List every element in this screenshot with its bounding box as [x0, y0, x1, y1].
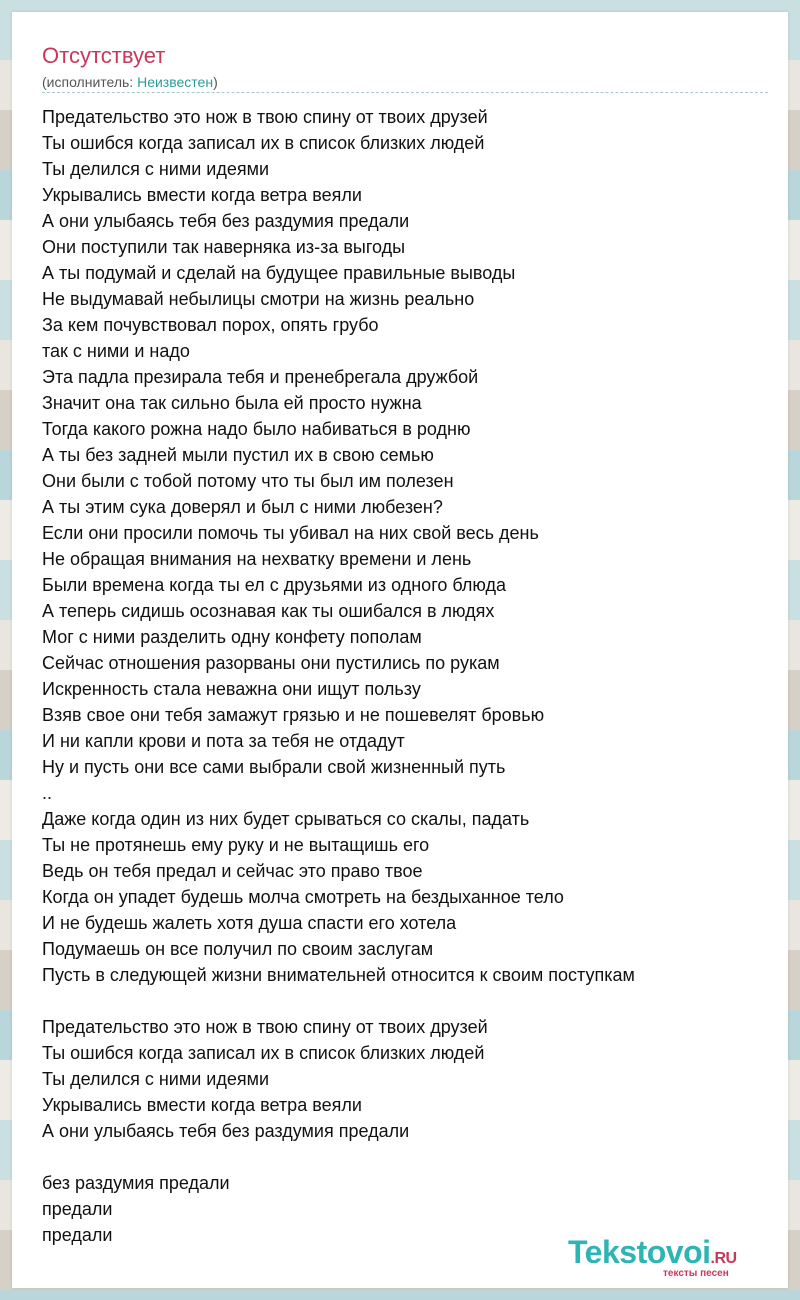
lyric-line: Сейчас отношения разорваны они пустились по рукам	[42, 653, 500, 673]
lyric-line: А ты этим сука доверял и был с ними любезен?	[42, 497, 443, 517]
lyric-line: Предательство это нож в твою спину от твоих друзей	[42, 107, 488, 127]
lyric-line: Укрывались вмести когда ветра веяли	[42, 185, 362, 205]
lyric-line: так с ними и надо	[42, 341, 190, 361]
lyric-line: И ни капли крови и пота за тебя не отдадут	[42, 731, 405, 751]
lyric-line: Предательство это нож в твою спину от твоих друзей	[42, 1017, 488, 1037]
lyrics-text	[42, 104, 772, 1248]
lyric-line	[42, 1144, 772, 1170]
lyric-line: Они поступили так наверняка из-за выгоды	[42, 237, 406, 257]
lyric-line: Когда он упадет будешь молча смотреть на бездыханное тело	[42, 887, 564, 907]
artist-line	[42, 73, 218, 91]
lyric-line: Они были с тобой потому что ты был им полезен	[42, 471, 454, 491]
lyric-line: Ну и пусть они все сами выбрали свой жизненный путь	[42, 757, 506, 777]
lyric-line: Ты ошибся когда записал их в список близких людей	[42, 133, 485, 153]
lyric-line: предали	[42, 1199, 113, 1219]
lyric-line: Не выдумавай небылицы смотри на жизнь реально	[42, 289, 475, 309]
logo-tagline: тексты песен	[663, 1268, 729, 1279]
lyric-line: Пусть в следующей жизни внимательней относится к своим поступкам	[42, 965, 635, 985]
lyric-line: За кем почувствовал порох, опять грубо	[42, 315, 379, 335]
lyric-line: А ты подумай и сделай на будущее правильные выводы	[42, 263, 516, 283]
lyric-line: Значит она так сильно была ей просто нужна	[42, 393, 422, 413]
lyric-line: ..	[42, 783, 53, 803]
song-title: Отсутствует	[42, 43, 166, 68]
lyric-line: А теперь сидишь осознавая как ты ошибался в людях	[42, 601, 495, 621]
lyric-line: Укрывались вмести когда ветра веяли	[42, 1095, 362, 1115]
lyric-line: Искренность стала неважна они ищут пользу	[42, 679, 421, 699]
lyric-line: А они улыбаясь тебя без раздумия предали	[42, 211, 410, 231]
lyric-line: Даже когда один из них будет срываться со скалы, падать	[42, 809, 530, 829]
lyric-line: И не будешь жалеть хотя душа спасти его хотела	[42, 913, 457, 933]
lyric-line: Ты ошибся когда записал их в список близких людей	[42, 1043, 485, 1063]
lyric-line: Эта падла презирала тебя и пренебрегала дружбой	[42, 367, 479, 387]
lyric-line	[42, 988, 772, 1014]
lyric-line: Ты делился с ними идеями	[42, 1069, 270, 1089]
lyric-line: Взяв свое они тебя замажут грязью и не пошевелят бровью	[42, 705, 545, 725]
logo-name: Tekstovoi	[568, 1234, 711, 1270]
lyric-line: Ведь он тебя предал и сейчас это право твое	[42, 861, 423, 881]
lyric-line: Подумаешь он все получил по своим заслугам	[42, 939, 434, 959]
lyric-line: Ты не протянешь ему руку и не вытащишь его	[42, 835, 430, 855]
lyric-line: А они улыбаясь тебя без раздумия предали	[42, 1121, 410, 1141]
lyric-line: Были времена когда ты ел с друзьями из одного блюда	[42, 575, 506, 595]
lyric-line: без раздумия предали	[42, 1173, 230, 1193]
lyric-line: Если они просили помочь ты убивал на них свой весь день	[42, 523, 539, 543]
site-logo[interactable]	[568, 1234, 778, 1284]
lyric-line: Мог с ними разделить одну конфету пополам	[42, 627, 422, 647]
lyric-line: Тогда какого рожна надо было набиваться в родню	[42, 419, 471, 439]
artist-suffix: )	[213, 74, 218, 90]
logo-tld: .RU	[710, 1250, 737, 1267]
artist-link[interactable]: Неизвестен	[137, 74, 214, 90]
lyric-line: Ты делился с ними идеями	[42, 159, 270, 179]
lyric-line: предали	[42, 1225, 113, 1245]
lyrics-card	[12, 12, 788, 1288]
divider	[42, 92, 768, 93]
lyric-line: Не обращая внимания на нехватку времени и лень	[42, 549, 472, 569]
artist-prefix: (исполнитель:	[42, 74, 138, 90]
lyric-line: А ты без задней мыли пустил их в свою семью	[42, 445, 434, 465]
